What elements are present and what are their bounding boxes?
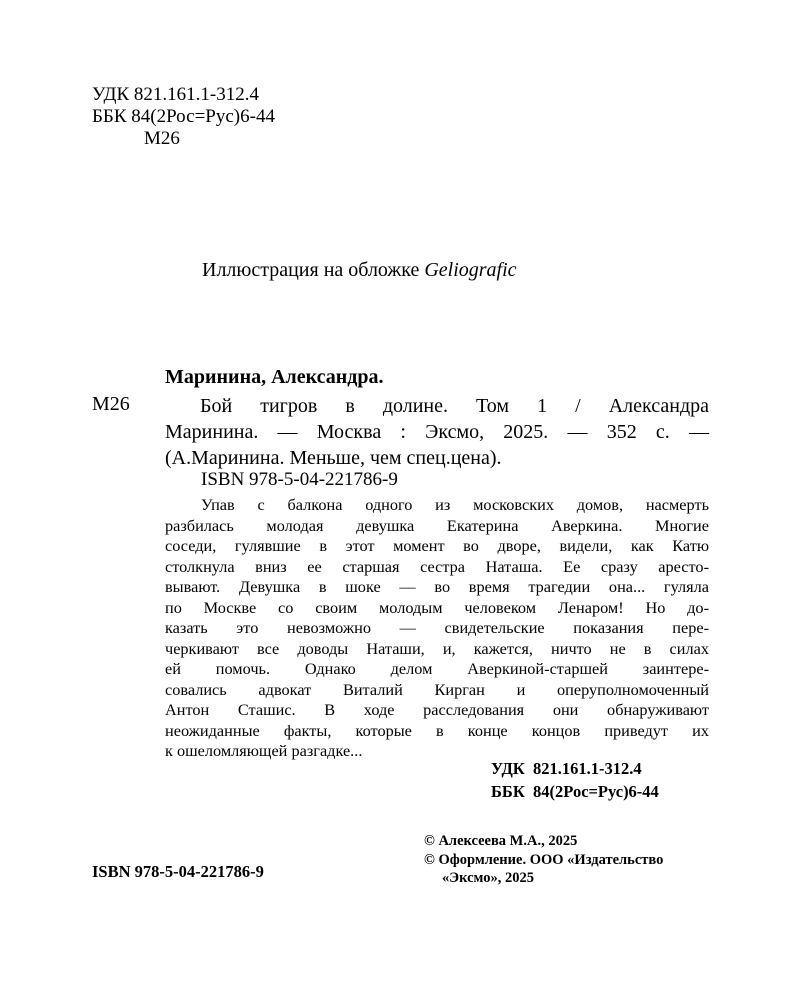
illustration-artist: Geliografic [424, 259, 517, 281]
annotation-line: соседи, гулявшие в этот момент во дворе, видели, как Катю [165, 536, 709, 555]
annotation [165, 495, 709, 762]
record-author: Маринина, Александра. [165, 366, 384, 388]
annotation-line: столкнула вниз ее старшая сестра Наташа. Ее сразу аресто- [165, 556, 709, 576]
record-author-mark: М26 [92, 393, 130, 415]
annotation-line: вывают. Девушка в шоке — во время трагедии она... гуляла [165, 577, 709, 596]
bibliographic-description [165, 393, 709, 471]
annotation-line: разбилась молодая девушка Екатерина Аверкина. Многие [165, 515, 709, 535]
header-udk: УДК 821.161.1-312.4 [92, 84, 259, 105]
copyright-design: © Оформление. ООО «Издательство [424, 851, 664, 868]
classification-udk: УДК 821.161.1-312.4 [491, 759, 642, 778]
classification-codes [491, 757, 659, 803]
illustration-prefix: Иллюстрация на обложке [202, 259, 420, 281]
description-line: Маринина. — Москва : Эксмо, 2025. — 352 с. — [165, 421, 709, 443]
header-bbk: ББК 84(2Рос=Рус)6-44 [92, 106, 275, 127]
copyright-author: © Алексеева М.А., 2025 [424, 833, 578, 849]
annotation-line: черкивают все доводы Наташи, и, кажется, ничто не в силах [165, 638, 709, 658]
illustration-credit [202, 259, 517, 282]
description-line: Бой тигров в долине. Том 1 / Александра [200, 395, 709, 417]
isbn-bottom: ISBN 978-5-04-221786-9 [92, 862, 264, 881]
annotation-line: неожиданные факты, которые в конце концов приведут их [165, 720, 709, 740]
annotation-line: Антон Сташис. В ходе расследования они обнаруживают [165, 700, 709, 719]
copyright-design-cont: «Эксмо», 2025 [442, 870, 534, 886]
header-codes [92, 84, 275, 150]
annotation-line: по Москве со своим молодым человеком Ленаром! Но до- [165, 597, 709, 617]
copyright-block [424, 832, 663, 888]
annotation-line: казать это невозможно — свидетельские показания пере- [165, 618, 709, 637]
annotation-line: ей помочь. Однако делом Аверкиной-старшей заинтере- [165, 659, 709, 678]
annotation-line: к ошеломляющей разгадке... [165, 741, 363, 760]
header-author-mark: М26 [144, 128, 180, 149]
annotation-line: совались адвокат Виталий Кирган и оперуполномоченный [165, 679, 709, 699]
record-isbn: ISBN 978-5-04-221786-9 [201, 469, 398, 490]
classification-bbk: ББК 84(2Рос=Рус)6-44 [491, 782, 659, 801]
annotation-line: Упав с балкона одного из московских домов, насмерть [201, 495, 709, 514]
description-line: (А.Маринина. Меньше, чем спец.цена). [165, 447, 502, 469]
